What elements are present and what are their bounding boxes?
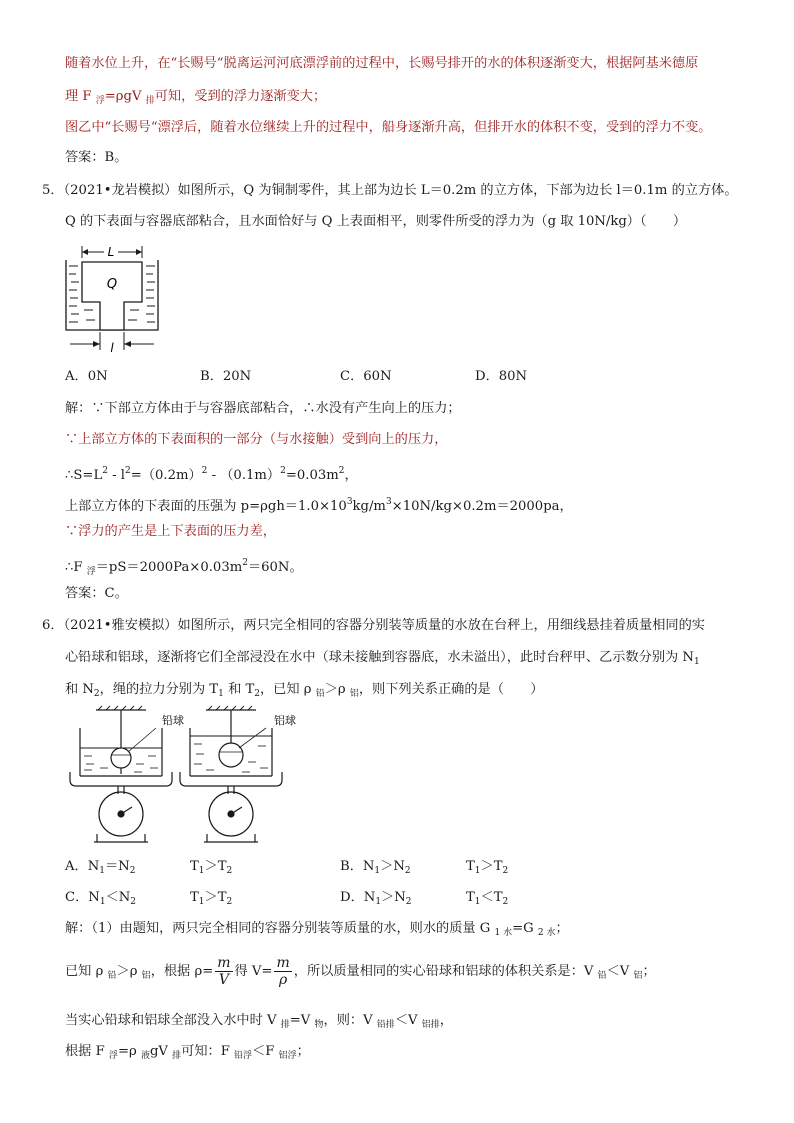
q5-option-a: A．0N [65,369,108,384]
q6-option-a-t: $T_1>T_2$ [190,859,233,876]
q6-solution-1: 解：（1）由题知，两只完全相同的容器分别装等质量的水，则水的质量 G $_{1 水}$=G $_{2 水}$； [65,921,569,938]
q6-option-d-t: $T_1<T_2$ [466,890,509,907]
para-2: 图乙中“长赐号“漂浮后，随着水位继续上升的过程中，船身逐渐升高，但排开水的体积不变，受到的浮力不变。 [65,120,712,135]
label-l: l [110,341,114,355]
q5-solution-6: ∴F $_浮=pS=2000Pa\times 0.03m^2=60N$。 [65,558,303,577]
q6-option-d-n: D．$N_1>N_2$ [340,890,412,907]
q5-option-b: B．20N [200,369,252,384]
q6-option-c-t: $T_1>T_2$ [190,890,233,907]
q6-option-a-n: A．$N_1=N_2$ [65,859,136,876]
q6-option-b-n: B．$N_1>N_2$ [340,859,411,876]
q5-solution-2: ∵上部立方体的下表面积的一部分（与水接触）受到向上的压力， [65,432,448,447]
q5-solution-1: 解：∵下部立方体由于与容器底部粘合，∴水没有产生向上的压力； [65,401,461,416]
para-1b: 理 F $_浮$=ρgV $_排$可知，受到的浮力逐渐变大； [65,89,327,106]
para-1a: 随着水位上升，在“长赐号“脱离运河河底漂浮前的过程中，长赐号排开的水的体积逐渐变大，根据阿基米德原 [65,56,699,71]
fraction-m-over-rho: $\frac{m}{\rho}$ [276,955,290,988]
q5-stem-line2: Q 的下表面与容器底部粘合，且水面恰好与 Q 上表面相平，则零件所受的浮力为（g 取 10N/kg）（ ） [65,214,687,229]
answer-prev: 答案：B。 [65,150,128,165]
q5-solution-4: 上部立方体的下表面的压强为 $p=\rho gh=1.0\times 10^3kg/m^3\times 10N/kg\times 0.2m=2000pa$， [65,497,573,514]
q5-figure [60,240,170,355]
label-L: L [107,245,115,259]
scale-jia [70,706,172,842]
fraction-m-over-v: $\frac{m}{V}$ [217,955,231,988]
q6-option-b-t: $T_1>T_2$ [466,859,509,876]
q6-figure [66,706,296,848]
scale-yi [180,706,282,842]
q6-option-c-n: C．$N_1<N_2$ [65,890,137,907]
q5-option-c: C．60N [340,369,392,384]
label-al-ball: 铝球 [274,714,296,727]
q5-stem-line1: 5．（2021•龙岩模拟）如图所示，Q 为铜制零件，其上部为边长 L＝0.2m 的立方体，下部为边长 l＝0.1m 的立方体。 [42,183,738,198]
q6-solution-2: 已知 ρ $_铅$＞ρ $_铝$，根据 ρ= $\frac{m}{V}$ 得 V= $\frac{m}{\rho}$ ，所以质量相同的实心铅球和铝球的体积关系是：V $_铅$＜V $_铝$； [65,955,656,988]
q6-stem-line2: 心铅球和铝球，逐渐将它们全部浸没在水中（球未接触到容器底，水未溢出），此时台秤甲、乙示数分别为 $N_1$ [65,650,700,667]
q5-option-d: D．80N [475,369,528,384]
label-Q: Q [106,277,118,292]
q5-solution-5: ∵浮力的产生是上下表面的压力差， [65,524,276,539]
q5-answer: 答案：C。 [65,586,128,601]
q6-stem-line3: 和 $N_2$，绳的拉力分别为 $T_1$ 和 $T_2$，已知 ρ $_铅$＞ρ $_铝$，则下列关系正确的是（ ） [65,682,544,699]
q5-solution-3: $\therefore S=L^2 - l^2=(0.2m)^2 - (0.1m)^2=0.03m^2$， [65,466,358,483]
q6-stem-line1: 6．（2021•雅安模拟）如图所示，两只完全相同的容器分别装等质量的水放在台秤上，用细线悬挂着质量相同的实 [42,618,705,633]
q6-solution-3: 当实心铅球和铝球全部没入水中时 V $_排$=V $_物$，则：V $_{铅排}$＜V $_{铝排}$， [65,1013,453,1030]
q6-solution-4: 根据 F $_浮$=ρ $_液$gV $_排$可知：F $_{铅浮}$＜F $_{铝浮}$； [65,1044,310,1061]
label-lead-ball: 铅球 [162,714,184,727]
